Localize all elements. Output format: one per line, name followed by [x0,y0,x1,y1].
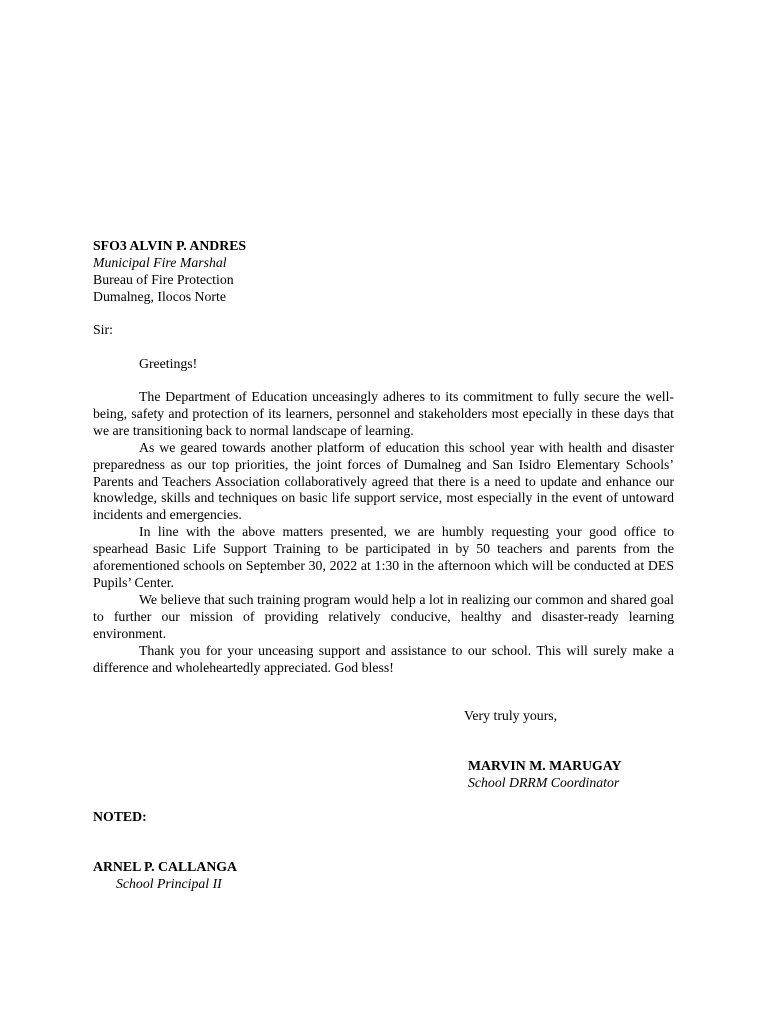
complimentary-close: Very truly yours, [464,708,558,723]
body-paragraph: As we geared towards another platform of education this school year with health and disaster preparedness as our top priorities, the joint forces of Dumalneg and San Isidro Elementary Schools’ Parents and Teachers Association collaboratively agreed that there is a need to update and enhance our knowledge, skills and techniques on basic life support service, most especially in the event of untoward incidents and emergencies. [93,439,674,523]
recipient-address: Dumalneg, Ilocos Norte [93,288,226,304]
letter-body [93,389,674,676]
body-paragraph: The Department of Education unceasingly adheres to its commitment to fully secure the well-being, safety and protection of its learners, personnel and stakeholders most epecially in these days that we are transitioning back to normal landscape of learning. [93,389,674,438]
noted-by-name: ARNEL P. CALLANGA [93,859,237,874]
recipient-office: Bureau of Fire Protection [93,271,234,287]
noted-by-block [93,859,237,893]
body-paragraph: We believe that such training program would help a lot in realizing our common and shared goal to further our mission of providing relatively conducive, healthy and disaster-ready learning environment. [93,591,674,641]
noted-by-title: School Principal II [116,875,222,891]
noted-label: NOTED: [93,809,147,824]
signatory-name: MARVIN M. MARUGAY [468,758,622,773]
recipient-block [93,238,246,306]
recipient-title: Municipal Fire Marshal [93,254,227,270]
greeting: Greetings! [139,356,198,371]
signatory-block [468,758,621,792]
salutation: Sir: [93,322,113,337]
signatory-title: School DRRM Coordinator [468,774,620,790]
body-paragraph: In line with the above matters presented, we are humbly requesting your good office to spearhead Basic Life Support Training to be participated in by 50 teachers and parents from the aforementioned schools on September 30, 2022 at 1:30 in the afternoon which will be conducted at DES Pupils’ Center. [93,524,674,590]
body-paragraph: Thank you for your unceasing support and assistance to our school. This will surely make a difference and wholeheartedly appreciated. God bless! [93,642,674,675]
recipient-name: SFO3 ALVIN P. ANDRES [93,238,247,253]
